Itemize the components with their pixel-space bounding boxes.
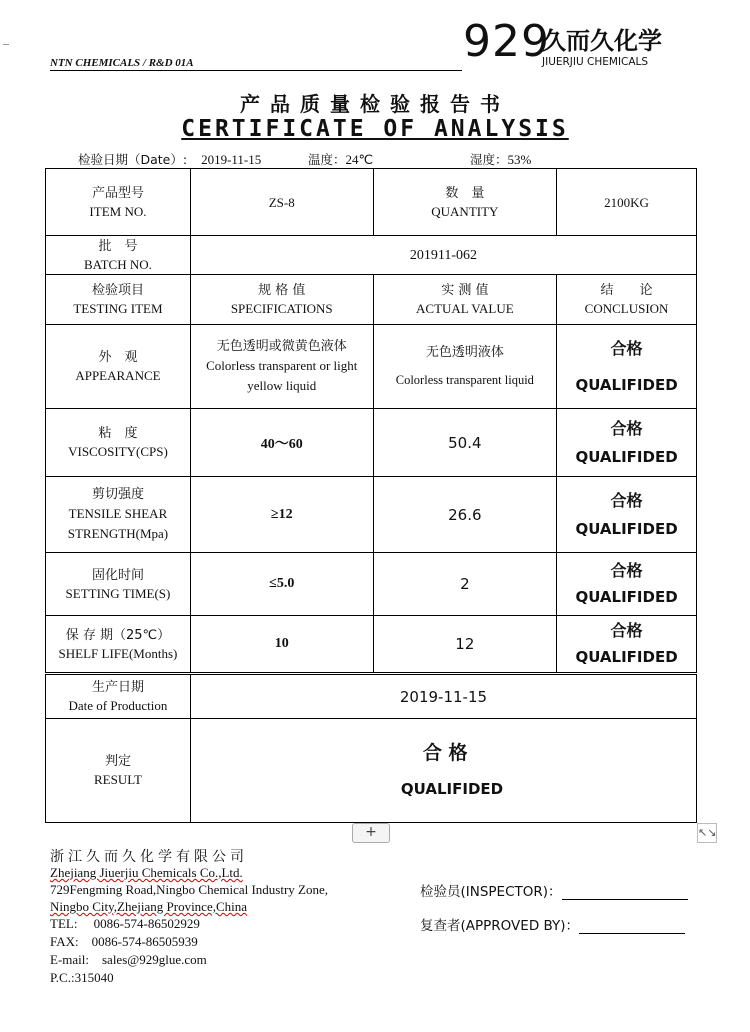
production-row — [46, 674, 697, 719]
conclusion: 合格 QUALIFIDED — [557, 325, 697, 409]
actual-value: 无色透明液体 Colorless transparent liquid — [373, 325, 557, 409]
quantity-label: 数 量 QUANTITY — [373, 169, 557, 236]
test-item: 外 观 APPEARANCE — [46, 325, 191, 409]
resize-handle-icon[interactable]: ↖↘ — [697, 823, 717, 843]
col-conclusion: 结 论 CONCLUSION — [557, 275, 697, 325]
company-name-cn: 浙江久而久化学有限公司 — [50, 849, 248, 865]
actual-value: 50.4 — [373, 409, 557, 477]
postal-code: P.C.:315040 — [50, 970, 114, 985]
test-item: 保 存 期（25℃） SHELF LIFE(Months) — [46, 616, 191, 674]
production-date-value: 2019-11-15 — [190, 674, 696, 719]
margin-tick — [3, 44, 9, 45]
company-name-en: Zhejiang Jiuerjiu Chemicals Co.,Ltd. — [50, 865, 243, 880]
table-row — [46, 409, 697, 477]
fax: FAX: 0086-574-86505939 — [50, 934, 198, 949]
col-testing-item: 检验项目 TESTING ITEM — [46, 275, 191, 325]
actual-value: 26.6 — [373, 477, 557, 553]
test-item: 粘 度 VISCOSITY(CPS) — [46, 409, 191, 477]
test-item: 剪切强度 TENSILE SHEAR STRENGTH(Mpa) — [46, 477, 191, 553]
address-line-1: 729Fengming Road,Ningbo Chemical Industry Zone, — [50, 882, 329, 897]
table-row — [46, 616, 697, 674]
conclusion: 合格 QUALIFIDED — [557, 553, 697, 616]
add-row-button[interactable]: + — [352, 823, 390, 843]
item-no-value: ZS-8 — [190, 169, 373, 236]
temperature: 温度：24℃ — [308, 152, 374, 167]
table-row — [46, 553, 697, 616]
column-header-row — [46, 275, 697, 325]
specification: 40～60 — [190, 409, 373, 477]
analysis-table — [45, 168, 697, 823]
email: E-mail: sales@929glue.com — [50, 952, 207, 967]
batch-value: 201911-062 — [190, 236, 696, 275]
result-row — [46, 719, 697, 823]
approved-signature: 复查者(APPROVED BY)： — [420, 914, 685, 934]
address-line-2: Ningbo City,Zhejiang Province,China — [50, 899, 248, 914]
test-item: 固化时间 SETTING TIME(S) — [46, 553, 191, 616]
inspector-line — [562, 899, 688, 900]
production-label: 生产日期 Date of Production — [46, 674, 191, 719]
item-row — [46, 169, 697, 236]
humidity: 湿度：53% — [470, 152, 532, 167]
conclusion: 合格 QUALIFIDED — [557, 616, 697, 674]
batch-row — [46, 236, 697, 275]
item-no-label: 产品型号 ITEM NO. — [46, 169, 191, 236]
actual-value: 12 — [373, 616, 557, 674]
logo-number: 929 — [463, 16, 550, 67]
table-row — [46, 325, 697, 409]
batch-label: 批 号 BATCH NO. — [46, 236, 191, 275]
document-code: NTN CHEMICALS / R&D 01A — [50, 57, 194, 69]
telephone: TEL: 0086-574-86502929 — [50, 916, 200, 931]
conclusion: 合格 QUALIFIDED — [557, 409, 697, 477]
table-row — [46, 477, 697, 553]
logo-chinese: 久而久化学 — [542, 27, 662, 55]
specification: 10 — [190, 616, 373, 674]
quantity-value: 2100KG — [557, 169, 697, 236]
specification: ≤5.0 — [190, 553, 373, 616]
inspector-signature: 检验员(INSPECTOR)： — [420, 880, 688, 900]
specification: 无色透明或微黄色液体 Colorless transparent or light yellow liquid — [190, 325, 373, 409]
col-specifications: 规 格 值 SPECIFICATIONS — [190, 275, 373, 325]
approved-line — [579, 933, 685, 934]
result-value: 合 格 QUALIFIDED — [190, 719, 696, 823]
inspection-date: 检验日期（Date）: 2019-11-15 — [78, 152, 262, 167]
specification: ≥12 — [190, 477, 373, 553]
conclusion: 合格 QUALIFIDED — [557, 477, 697, 553]
title-chinese: 产品质量检验报告书 — [240, 92, 510, 116]
actual-value: 2 — [373, 553, 557, 616]
title-english: CERTIFICATE OF ANALYSIS — [181, 116, 569, 142]
result-label: 判定 RESULT — [46, 719, 191, 823]
logo-english: JIUERJIU CHEMICALS — [542, 56, 649, 68]
header-rule — [50, 70, 462, 71]
col-actual-value: 实 测 值 ACTUAL VALUE — [373, 275, 557, 325]
